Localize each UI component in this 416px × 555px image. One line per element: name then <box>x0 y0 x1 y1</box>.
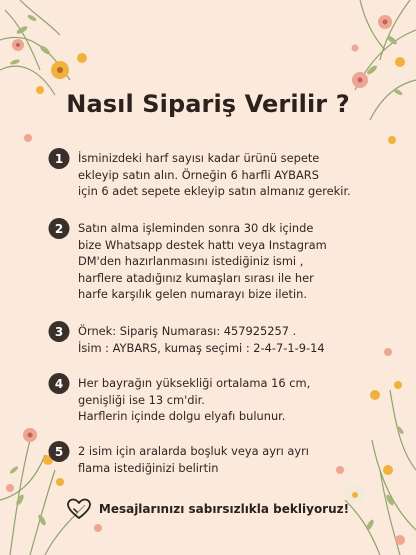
step-line: için 6 adet sepete ekleyip satın almanız gerekir. <box>78 184 351 198</box>
step-line: genişliği ise 13 cm'dir. <box>78 392 205 407</box>
page-title: Nasıl Sipariş Verilir ? <box>66 90 350 118</box>
step-text <box>78 323 378 356</box>
step-text <box>78 220 378 303</box>
step-text <box>78 375 378 425</box>
step-text <box>78 150 378 200</box>
step-1 <box>54 150 378 200</box>
top-left-flowers <box>0 0 70 95</box>
step-number-badge: 1 <box>49 148 70 169</box>
footer-message <box>0 498 416 520</box>
step-text <box>78 443 378 476</box>
step-line: bize Whatsapp destek hattı veya Instagram <box>78 237 327 252</box>
heart-hands-icon <box>67 498 91 520</box>
step-number-badge: 5 <box>49 441 70 462</box>
step-line: Her bayrağın yüksekliği ortalama 16 cm, <box>78 376 311 390</box>
step-line: harfe karşılık gelen numarayı bize iletin. <box>78 287 307 301</box>
step-number-badge: 3 <box>49 321 70 342</box>
step-line: ekleyip satın alın. Örneğin 6 harfli AYBARS <box>78 167 319 182</box>
step-2 <box>54 220 378 303</box>
step-line: Örnek: Sipariş Numarası: 457925257 . <box>78 324 297 338</box>
step-line: İsim : AYBARS, kumaş seçimi : 2-4-7-1-9-14 <box>78 340 325 355</box>
step-line: flama istediğinizi belirtin <box>78 460 219 475</box>
flower-yellow-tl <box>36 53 87 94</box>
step-line: 2 isim için aralarda boşluk veya ayrı ayrı <box>78 444 309 458</box>
footer-text: Mesajlarınızı sabırsızlıkla bekliyoruz! <box>98 502 350 516</box>
step-3 <box>54 323 378 356</box>
step-number-badge: 4 <box>49 373 70 394</box>
step-line: Harflerin içinde dolgu elyafı bulunur. <box>78 409 286 423</box>
step-5 <box>54 443 378 476</box>
step-4 <box>54 375 378 425</box>
step-line: Satın alma işleminden sonra 30 dk içinde <box>78 221 314 235</box>
step-line: harflere atadığınız kumaşları sırası ile her <box>78 270 314 285</box>
step-line: DM'den hazırlanmasını istediğiniz ismi , <box>78 254 304 268</box>
step-number-badge: 2 <box>49 218 70 239</box>
step-line: İsminizdeki harf sayısı kadar ürünü sepete <box>78 151 320 165</box>
